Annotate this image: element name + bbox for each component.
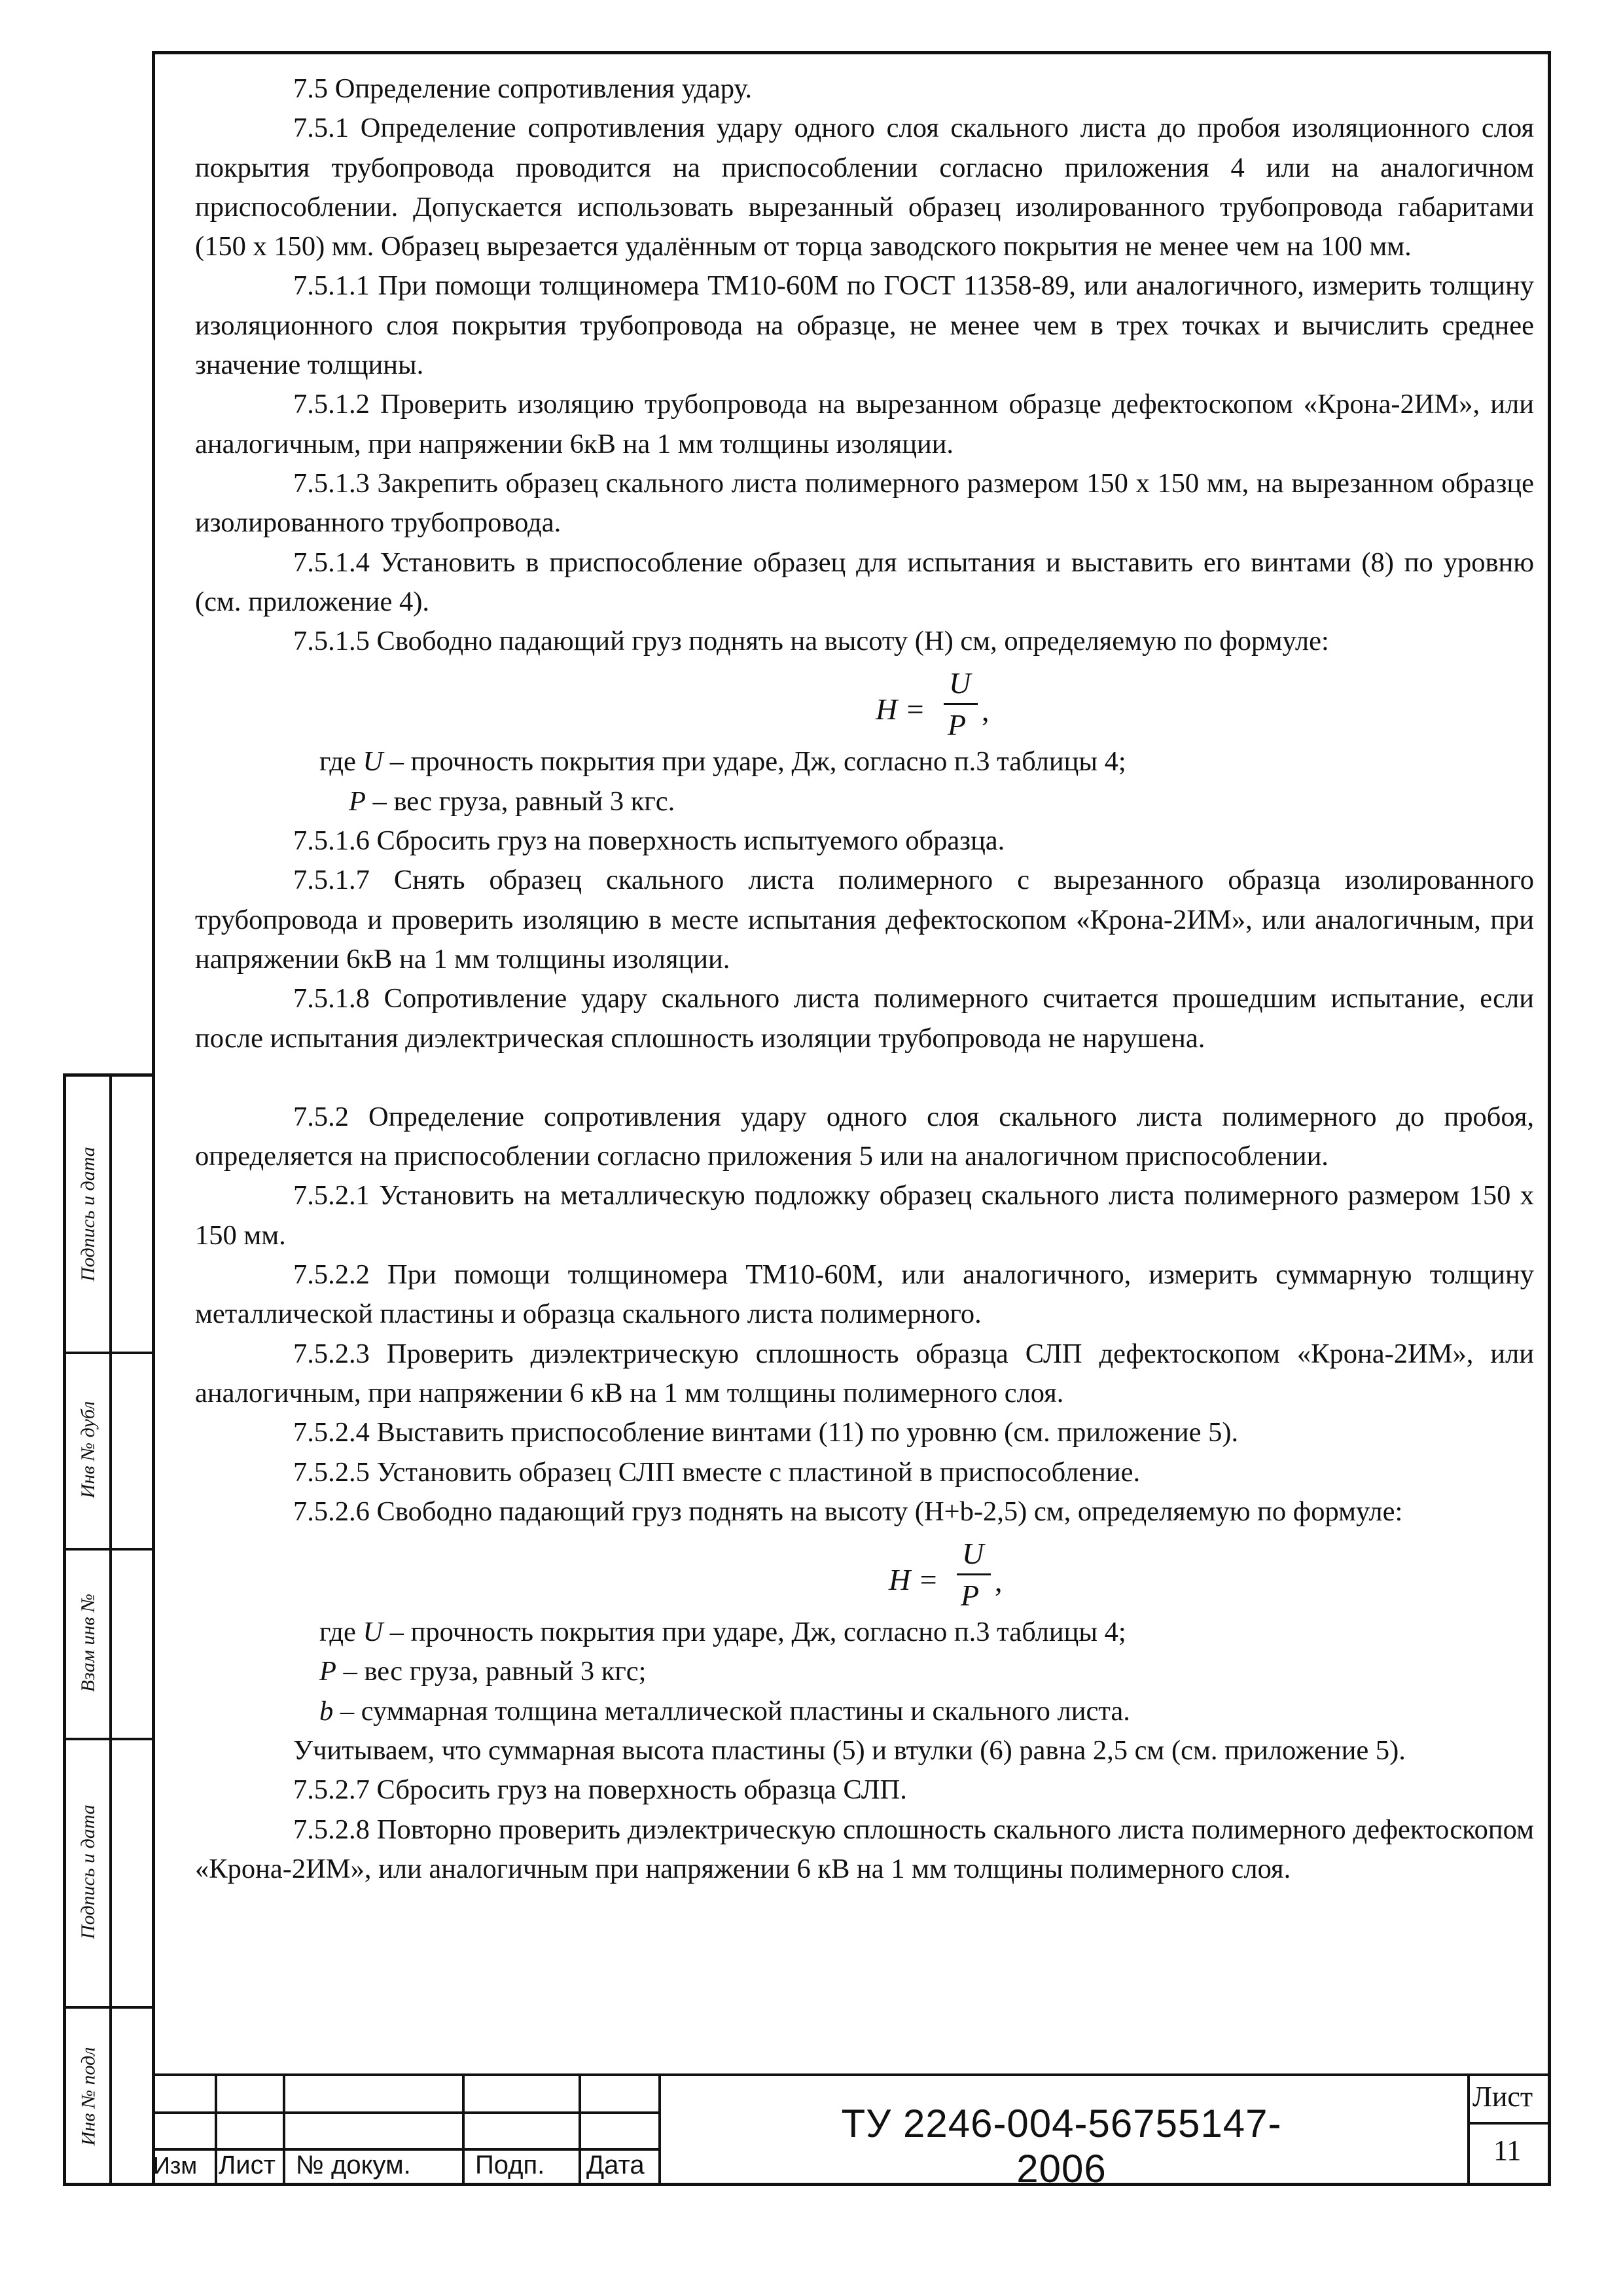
paragraph: 7.5.1.1 При помощи толщиномера ТМ10-60М по ГОСТ 11358-89, или аналогичного, измерить толщину изоляционного слоя покрытия трубопровода на образце, не менее чем в трех точках и вычислить среднее значение толщины. — [195, 270, 1534, 381]
paragraph: 7.5.1 Определение сопротивления удару одного слоя скального листа до пробоя изоляционного слоя покрытия трубопровода проводится на приспособлении согласно приложения 4 или на аналогичном приспособлении. Допускается использовать вырезанный образец изолированного трубопровода габаритами (150 х 150) мм. Образец вырезается удалённым от торца заводского покрытия не менее чем на 100 мм. — [195, 113, 1534, 262]
strip-label-replacement-inventory: Взам инв № — [77, 1593, 99, 1693]
paragraph: 7.5.1.6 Сбросить груз на поверхность испытуемого образца. — [293, 825, 1005, 857]
fraction-bar — [944, 703, 978, 705]
paragraph: 7.5.1.8 Сопротивление удару скального листа полимерного считается прошедшим испытание, если после испытания диэлектрическая сплошность изоляции трубопровода не нарушена. — [195, 983, 1534, 1054]
strip-label-duplicate-inventory: Инв № дубл — [77, 1401, 99, 1499]
paragraph: 7.5.1.2 Проверить изоляцию трубопровода на вырезанном образце дефектоскопом «Крона-2ИМ», или аналогичным, при напряжении 6кВ на 1 мм толщины изоляции. — [195, 389, 1534, 459]
formula-height-2 — [195, 1534, 1534, 1613]
formula-where-line: где U – прочность покрытия при ударе, Дж, согласно п.3 таблицы 4; — [319, 746, 1126, 778]
paragraph: 7.5.2.4 Выставить приспособление винтами (11) по уровню (см. приложение 5). — [293, 1417, 1239, 1448]
paragraph: 7.5.2.3 Проверить диэлектрическую сплошность образца СЛП дефектоскопом «Крона-2ИМ», или аналогичным, при напряжении 6 кВ на 1 мм толщины полимерного слоя. — [195, 1338, 1534, 1408]
paragraph: 7.5.2.2 При помощи толщиномера ТМ10-60М, или аналогичного, измерить суммарную толщину металлической пластины и образца скального листа полимерного. — [195, 1259, 1534, 1330]
strip-label-original-inventory: Инв № подл — [77, 2047, 99, 2145]
formula-numerator: U — [949, 666, 971, 700]
paragraph: 7.5.1.5 Свободно падающий груз поднять на высоту (Н) см, определяемую по формуле: — [293, 626, 1329, 657]
formula-lhs: H = — [876, 692, 925, 726]
col-label-date: Дата — [586, 2151, 645, 2179]
paragraph: 7.5.2.7 Сбросить груз на поверхность образца СЛП. — [293, 1774, 907, 1806]
paragraph: 7.5.2 Определение сопротивления удару одного слоя скального листа полимерного до пробоя, определяется на приспособлении согласно приложения 5 или на аналогичном приспособлении. — [195, 1101, 1534, 1172]
fraction-bar — [957, 1573, 991, 1575]
strip-label-signature-date-2: Подпись и дата — [77, 1804, 99, 1939]
formula-numerator: U — [962, 1537, 984, 1571]
col-label-document-number: № докум. — [296, 2151, 411, 2179]
formula-where-line: P – вес груза, равный 3 кгс; — [319, 1656, 647, 1687]
col-label-sheet: Лист — [219, 2151, 276, 2179]
paragraph: 7.5.1.7 Снять образец скального листа полимерного с вырезанного образца изолированного трубопровода и проверить изоляцию в месте испытания дефектоскопом «Крона-2ИМ», или аналогичным, при напряжении 6кВ на 1 мм толщины изоляции. — [195, 865, 1534, 975]
formula-where-line: P – вес груза, равный 3 кгс. — [349, 785, 675, 817]
formula-tail: , — [995, 1564, 1003, 1598]
formula-denominator: P — [961, 1579, 980, 1613]
paragraph: 7.5.1.4 Установить в приспособление образец для испытания и выставить его винтами (8) по уровню (см. приложение 4). — [195, 547, 1534, 617]
formula-height-1 — [195, 664, 1534, 742]
formula-tail: , — [982, 694, 990, 728]
strip-label-signature-date: Подпись и дата — [77, 1147, 99, 1282]
paragraph: 7.5.2.1 Установить на металлическую подложку образец скального листа полимерного размером 150 х 150 мм. — [195, 1180, 1534, 1251]
paragraph: 7.5.1.3 Закрепить образец скального листа полимерного размером 150 х 150 мм, на вырезанном образце изолированного трубопровода. — [195, 467, 1534, 539]
formula-where-line: где U – прочность покрытия при ударе, Дж, согласно п.3 таблицы 4; — [319, 1617, 1126, 1648]
formula-denominator: P — [948, 708, 967, 742]
sheet-number: 11 — [1493, 2134, 1522, 2166]
formula-where-line: b – суммарная толщина металлической пластины и скального листа. — [319, 1695, 1130, 1727]
col-label-signature: Подп. — [475, 2151, 545, 2179]
title-block — [152, 2073, 1551, 2191]
document-code: ТУ 2246-004-56755147-2006 — [841, 2102, 1282, 2191]
paragraph: 7.5.2.8 Повторно проверить диэлектрическую сплошность скального листа полимерного дефектоскопом «Крона-2ИМ», или аналогичным при напряжении 6 кВ на 1 мм толщины полимерного слоя. — [195, 1814, 1534, 1884]
paragraph: Учитываем, что суммарная высота пластины (5) и втулки (6) равна 2,5 см (см. приложение 5). — [293, 1734, 1406, 1766]
sheet-label: Лист — [1472, 2081, 1533, 2113]
document-body — [195, 69, 1534, 1889]
paragraph: 7.5.2.5 Установить образец СЛП вместе с пластиной в приспособление. — [293, 1456, 1141, 1488]
binding-strip — [63, 1073, 152, 2186]
paragraph: 7.5.2.6 Свободно падающий груз поднять на высоту (Н+b-2,5) см, определяемую по формуле: — [293, 1496, 1403, 1527]
col-label-change: Изм — [153, 2152, 198, 2179]
formula-lhs: H = — [889, 1563, 938, 1597]
section-heading: 7.5 Определение сопротивления удару. — [293, 73, 753, 104]
